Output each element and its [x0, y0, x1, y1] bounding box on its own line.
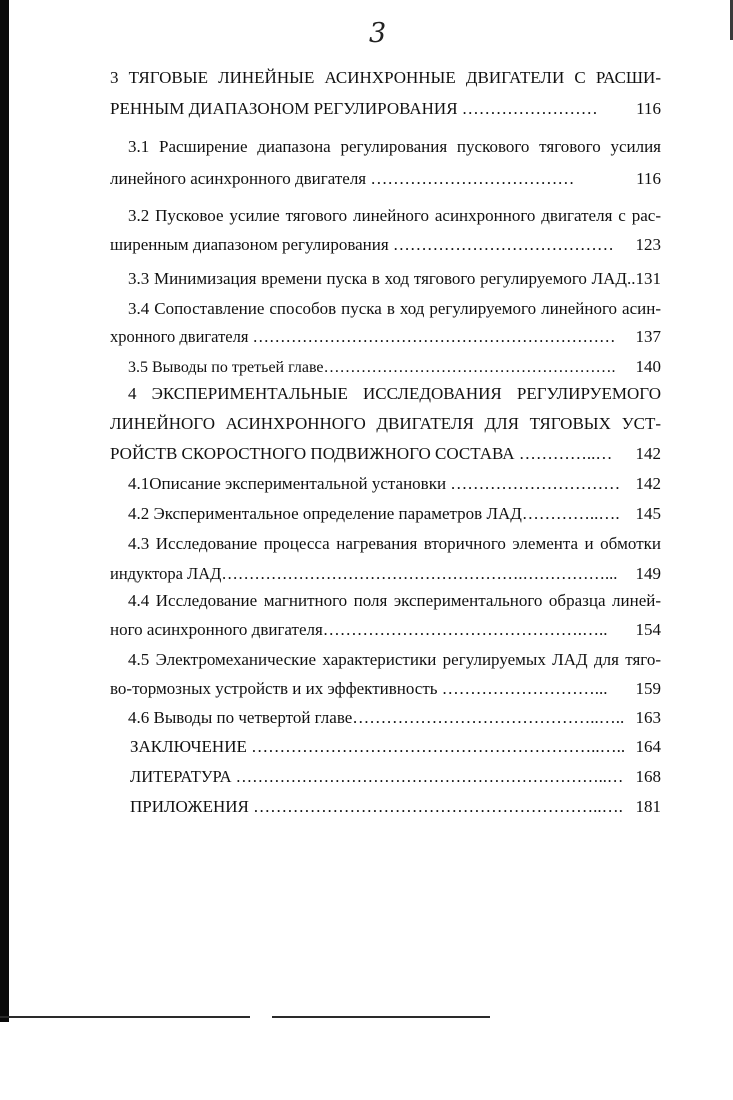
toc-section-4-4-page: 154 [635, 620, 661, 639]
toc-chapter-4-line-1: 4 ЭКСПЕРИМЕНТАЛЬНЫЕ ИССЛЕДОВАНИЯ РЕГУЛИРУЕМОГО [128, 384, 661, 403]
toc-section-3-4-line-1: 3.4 Сопоставление способов пуска в ход регулируемого линейного асин- [128, 299, 661, 318]
toc-section-4-5-title-end: во-тормозных устройств и их эффективность ………………………... [110, 679, 608, 698]
toc-section-4-2-page: 145 [635, 504, 661, 523]
toc-section-4-6 [128, 705, 661, 731]
toc-chapter-4-line-2: ЛИНЕЙНОГО АСИНХРОННОГО ДВИГАТЕЛЯ ДЛЯ ТЯГОВЫХ УСТ- [110, 414, 661, 433]
toc-section-3-2-page: 123 [635, 235, 661, 254]
toc-section-4-5-line-2 [110, 676, 661, 702]
page-number: 3 [369, 18, 387, 49]
toc-literature-title: ЛИТЕРАТУРА …………………………………………………………..… [130, 767, 624, 786]
toc-section-4-5-line-1: 4.5 Электромеханические характеристики регулируемых ЛАД для тяго- [128, 650, 661, 669]
toc-section-4-4-line-2 [110, 617, 661, 643]
toc-section-3-5-page: 140 [635, 357, 661, 376]
toc-section-4-6-title: 4.6 Выводы по четвертой главе……………………………………..….. [128, 708, 625, 727]
toc-section-3-3: 3.3 Минимизация времени пуска в ход тягового регулируемого ЛАД..131 [128, 269, 661, 288]
toc-section-4-3-page: 149 [635, 564, 661, 583]
toc-section-3-1-title-end: линейного асинхронного двигателя ……………………………… [110, 169, 575, 188]
toc-appendices-page: 181 [635, 797, 661, 816]
toc-section-3-1-line-1: 3.1 Расширение диапазона регулирования пускового тягового усилия [128, 137, 661, 156]
toc-section-3-4-page: 137 [635, 327, 661, 346]
toc-section-3-2-title-end: ширенным диапазоном регулирования ………………………………… [110, 235, 614, 254]
toc-section-3-4-line-2 [110, 324, 661, 350]
toc-section-4-3-title-end: индуктора ЛАД……………………………………………….……………... [110, 564, 618, 583]
toc-section-3-1-line-2 [110, 166, 661, 192]
toc-chapter-3-title-end: РЕННЫМ ДИАПАЗОНОМ РЕГУЛИРОВАНИЯ …………………… [110, 99, 598, 118]
toc-appendices [130, 794, 661, 820]
toc-literature [130, 764, 661, 790]
toc-section-4-2-title: 4.2 Экспериментальное определение параметров ЛАД…………..…. [128, 504, 620, 523]
scan-bottom-rule-gap [250, 1016, 272, 1018]
toc-conclusion [130, 734, 661, 760]
toc-chapter-4-page: 142 [635, 444, 661, 463]
toc-chapter-4-title-end: РОЙСТВ СКОРОСТНОГО ПОДВИЖНОГО СОСТАВА …………..… [110, 444, 613, 463]
toc-section-4-5-page: 159 [635, 679, 661, 698]
toc-section-4-4-title-end: ного асинхронного двигателя……………………………………….….. [110, 620, 608, 639]
toc-appendices-title: ПРИЛОЖЕНИЯ ……………………………………………………..…. [130, 797, 623, 816]
scan-left-edge [0, 0, 9, 1022]
toc-chapter-4-line-3 [110, 441, 661, 467]
toc-literature-page: 168 [635, 767, 661, 786]
toc-section-4-3-line-2 [110, 561, 661, 587]
toc-chapter-3-line-1: 3 ТЯГОВЫЕ ЛИНЕЙНЫЕ АСИНХРОННЫЕ ДВИГАТЕЛИ С РАСШИ- [110, 68, 661, 87]
toc-section-3-5-title: 3.5 Выводы по третьей главе………………………………………………. [128, 359, 616, 376]
toc-section-4-2 [128, 501, 661, 527]
toc-section-4-1 [128, 471, 661, 497]
toc-section-3-5 [128, 354, 661, 380]
toc-section-4-1-page: 142 [635, 474, 661, 493]
toc-section-4-3-line-1: 4.3 Исследование процесса нагревания вторичного элемента и обмотки [128, 534, 661, 553]
toc-chapter-3-page: 116 [636, 99, 661, 118]
toc-section-4-1-title: 4.1Описание экспериментальной установки ………………………… [128, 474, 621, 493]
scan-bottom-rule [0, 1016, 490, 1018]
toc-conclusion-title: ЗАКЛЮЧЕНИЕ ……………………………………………………..….. [130, 737, 626, 756]
toc-conclusion-page: 164 [635, 737, 661, 756]
toc-section-4-4-line-1: 4.4 Исследование магнитного поля экспериментального образца линей- [128, 591, 661, 610]
toc-chapter-3-line-2 [110, 96, 661, 122]
toc-section-3-1-page: 116 [636, 169, 661, 188]
toc-section-3-2-line-2 [110, 232, 661, 258]
toc-section-3-4-title-end: хронного двигателя ………………………………………………………… [110, 327, 616, 346]
toc-section-3-2-line-1: 3.2 Пусковое усилие тягового линейного асинхронного двигателя с рас- [128, 206, 661, 225]
toc-section-4-6-page: 163 [635, 708, 661, 727]
